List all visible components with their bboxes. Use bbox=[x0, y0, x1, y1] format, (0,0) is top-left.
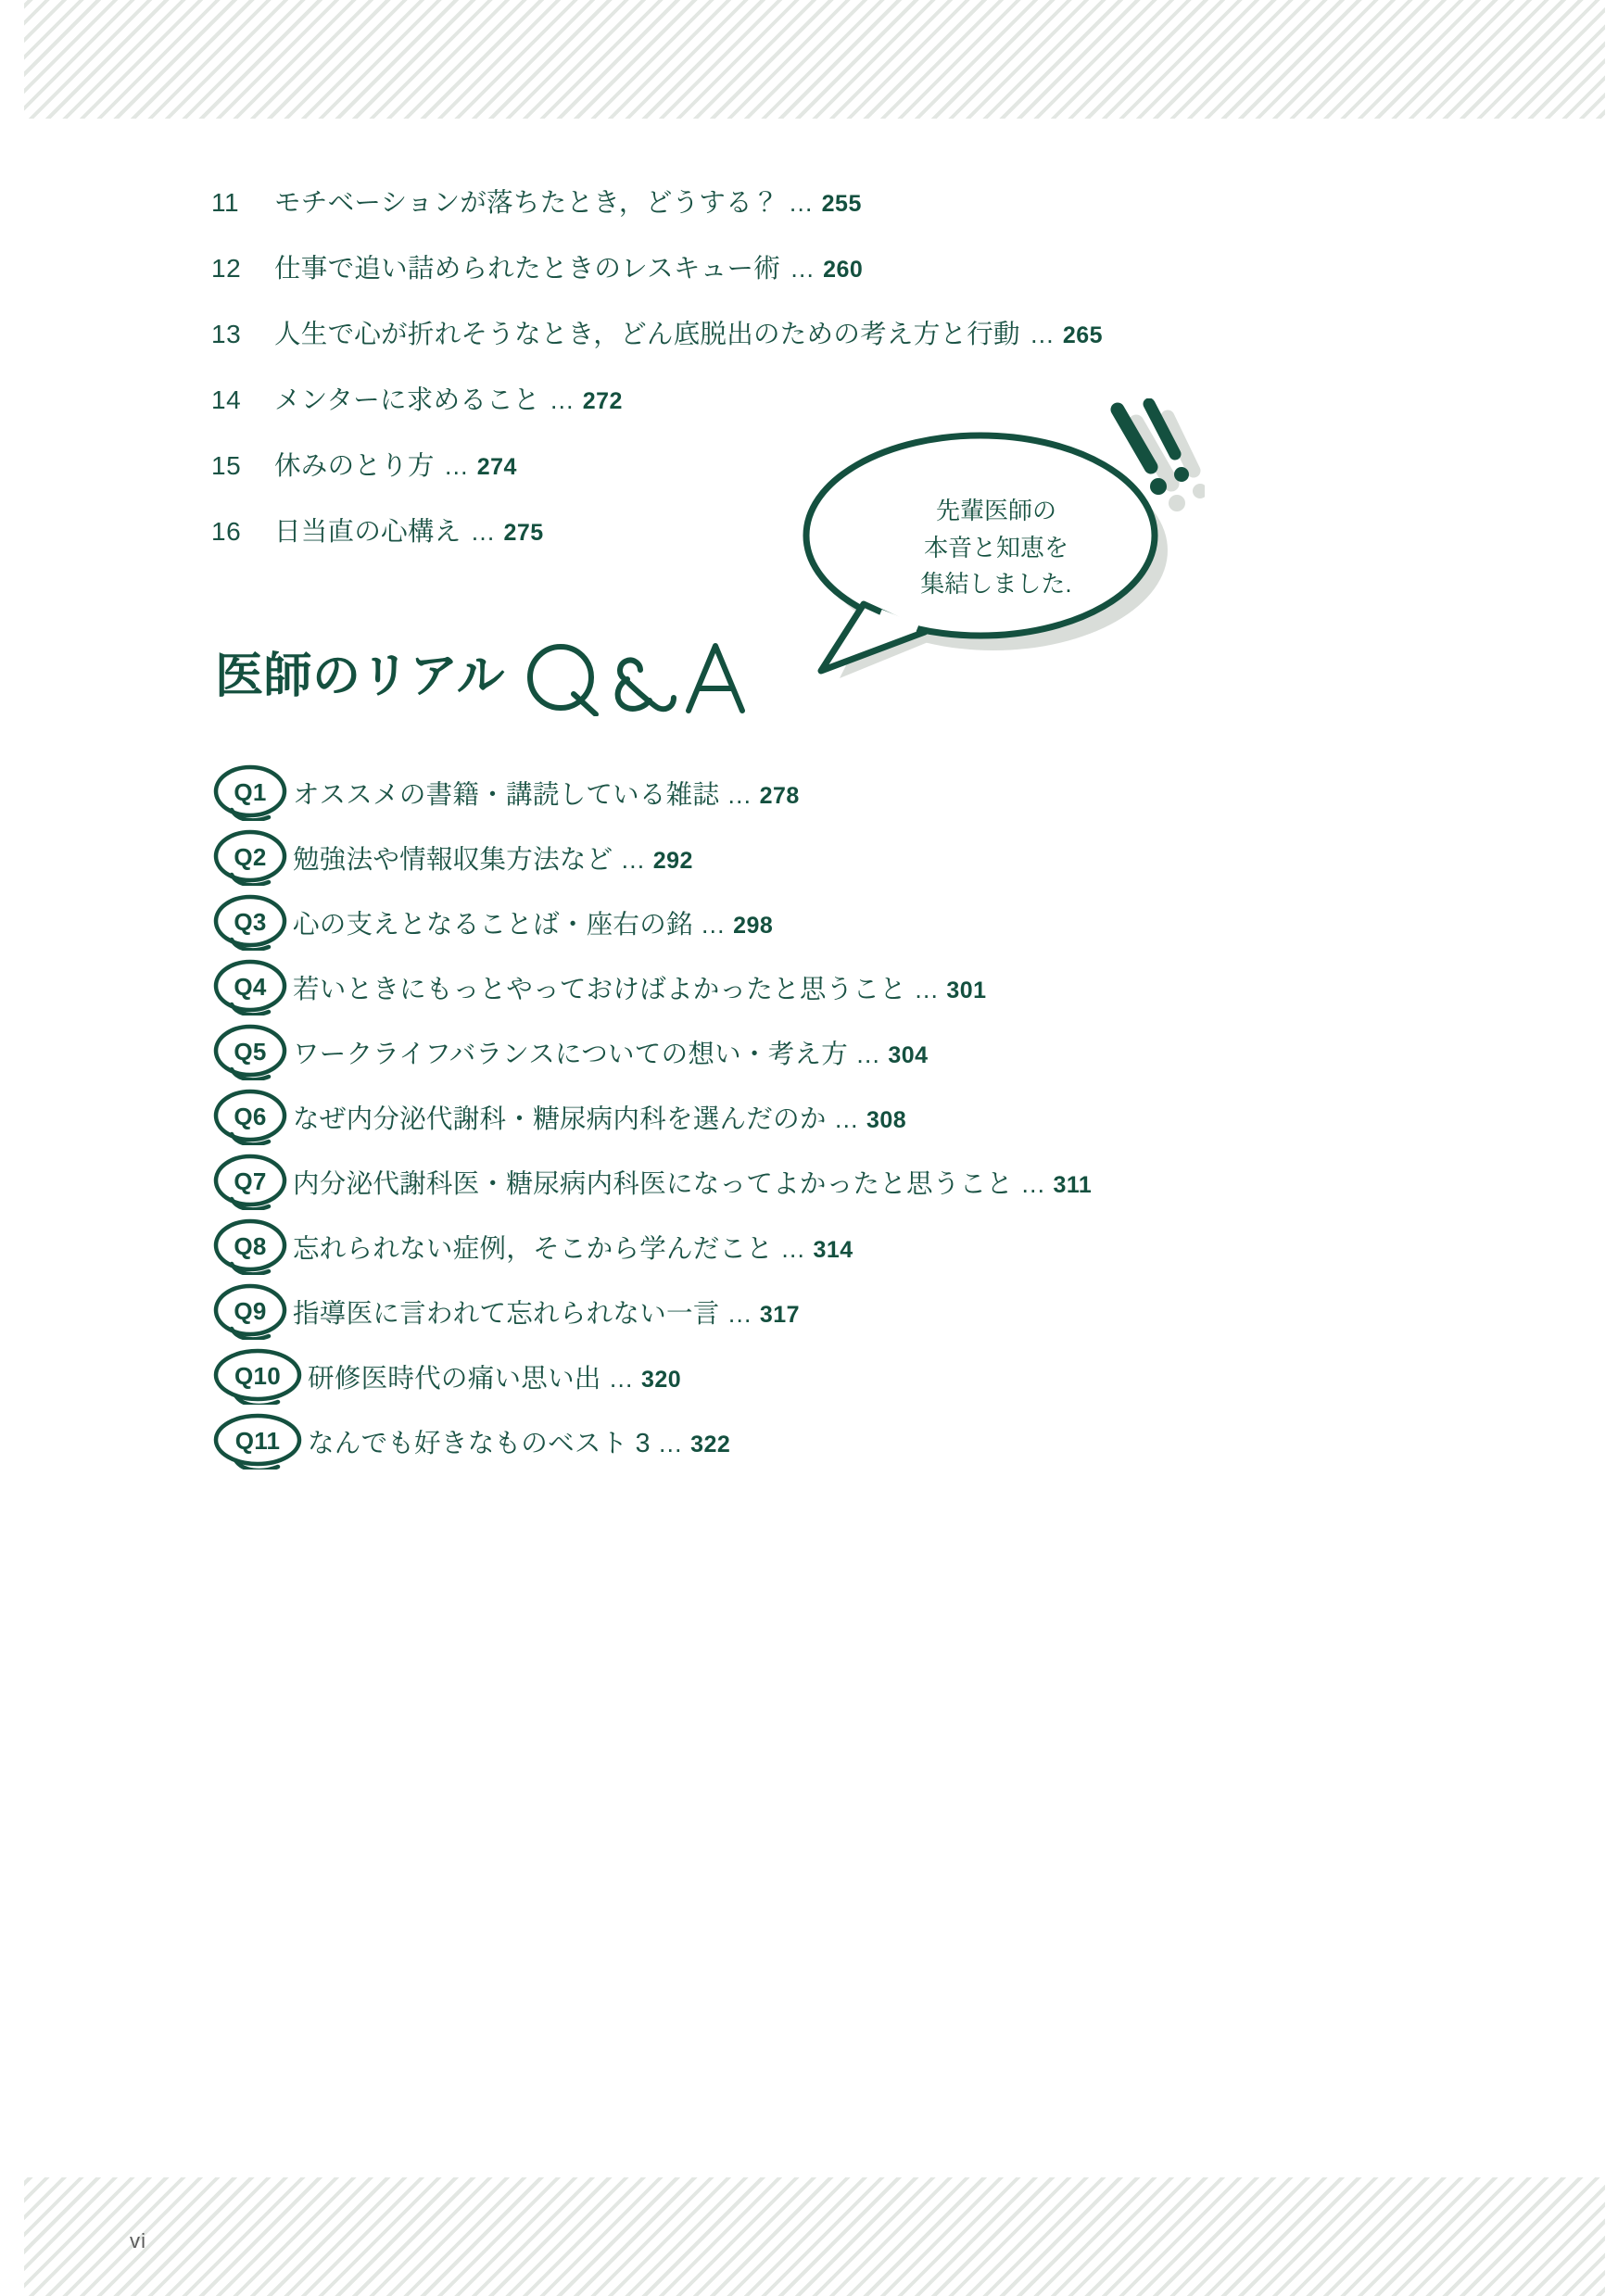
balloon-line-1: 先輩医師の bbox=[935, 497, 1056, 524]
toc-row[interactable] bbox=[211, 313, 1360, 351]
qa-badge bbox=[211, 1153, 289, 1210]
qa-page-number: 314 bbox=[813, 1236, 853, 1263]
qa-title: オススメの書籍・講読している雑誌 bbox=[293, 779, 720, 810]
qa-title: 若いときにもっとやっておけばよかったと思うこと bbox=[293, 974, 907, 1004]
leader-dots: … bbox=[727, 780, 752, 809]
chapter-page-number: 265 bbox=[1062, 322, 1104, 348]
qa-entry bbox=[293, 1228, 853, 1266]
leader-dots: … bbox=[727, 1299, 752, 1328]
leader-dots: … bbox=[700, 910, 727, 939]
qa-badge bbox=[211, 828, 289, 886]
chapter-title: 日当直の心構え bbox=[274, 517, 461, 547]
qa-row[interactable] bbox=[211, 954, 1416, 1019]
chapter-title: 人生で心が折れそうなとき，どん底脱出のための考え方と行動 bbox=[274, 320, 1020, 349]
chapter-number: 15 bbox=[211, 451, 242, 480]
qa-entry bbox=[293, 1293, 800, 1331]
qa-badge bbox=[211, 1217, 289, 1275]
qa-badge-label: Q3 bbox=[234, 907, 267, 936]
qa-entry bbox=[293, 968, 987, 1006]
chapter-title: モチベーションが落ちたとき，どうする？ bbox=[274, 188, 779, 218]
qa-badge bbox=[211, 1088, 289, 1145]
toc-row[interactable] bbox=[211, 247, 1360, 285]
leader-dots: … bbox=[788, 189, 814, 217]
qa-entry bbox=[293, 1163, 1092, 1201]
qa-row[interactable] bbox=[211, 1344, 1416, 1408]
qa-title: 指導医に言われて忘れられない一言 bbox=[293, 1298, 720, 1329]
qa-badge bbox=[211, 1023, 289, 1080]
leader-dots: … bbox=[1029, 321, 1055, 348]
qa-title: 心の支えとなることば・座右の銘 bbox=[293, 909, 693, 940]
qa-row[interactable] bbox=[211, 1019, 1416, 1084]
balloon-line-2: 本音と知恵を bbox=[923, 533, 1068, 561]
leader-dots: … bbox=[470, 518, 496, 546]
chapter-number: 12 bbox=[211, 254, 242, 283]
qa-row[interactable] bbox=[211, 1214, 1416, 1279]
qa-badge-label: Q1 bbox=[234, 777, 267, 806]
qa-badge-label: Q4 bbox=[234, 972, 267, 1001]
leader-dots: … bbox=[914, 975, 940, 1003]
leader-dots: … bbox=[780, 1234, 806, 1263]
qa-title: 研修医時代の痛い思い出 bbox=[308, 1363, 601, 1394]
chapter-page-number: 255 bbox=[821, 191, 862, 217]
qa-entry bbox=[293, 1033, 929, 1071]
qa-row[interactable] bbox=[211, 1279, 1416, 1344]
chapter-number: 11 bbox=[211, 188, 240, 217]
qa-title: 勉強法や情報収集方法など bbox=[293, 844, 613, 875]
qa-badge-label: Q5 bbox=[234, 1037, 267, 1066]
chapter-page-number: 274 bbox=[476, 454, 517, 480]
leader-dots: … bbox=[608, 1364, 634, 1393]
leader-dots: … bbox=[1020, 1169, 1046, 1198]
qa-entry bbox=[293, 903, 773, 941]
qa-title: なんでも好きなものベスト 3 bbox=[308, 1428, 651, 1458]
chapter-page-number: 260 bbox=[823, 257, 864, 283]
qa-badge bbox=[211, 763, 289, 821]
qa-title: 忘れられない症例，そこから学んだこと bbox=[293, 1233, 774, 1264]
qa-list bbox=[211, 760, 1416, 1473]
chapter-number: 14 bbox=[211, 385, 242, 414]
toc-row[interactable] bbox=[211, 182, 1360, 220]
qa-badge bbox=[211, 1347, 304, 1405]
qa-page-number: 304 bbox=[888, 1041, 929, 1068]
qa-page-number: 311 bbox=[1053, 1171, 1093, 1198]
chapter-title: 仕事で追い詰められたときのレスキュー術 bbox=[274, 254, 781, 284]
qa-page-number: 298 bbox=[733, 912, 774, 939]
section-heading bbox=[215, 639, 752, 713]
leader-dots: … bbox=[620, 845, 646, 874]
qa-entry bbox=[293, 1098, 906, 1136]
qa-badge-label: Q7 bbox=[234, 1167, 267, 1195]
chapter-number: 16 bbox=[211, 517, 242, 546]
qa-page-number: 320 bbox=[640, 1366, 682, 1393]
page-folio: vi bbox=[130, 2229, 147, 2252]
qa-badge-label: Q11 bbox=[234, 1426, 281, 1455]
qa-page-number: 322 bbox=[690, 1431, 731, 1457]
leader-dots: … bbox=[833, 1104, 859, 1133]
qa-badge-label: Q8 bbox=[234, 1231, 267, 1260]
chapter-title: メンターに求めること bbox=[274, 385, 540, 415]
qa-badge-label: Q6 bbox=[234, 1102, 267, 1130]
leader-dots: … bbox=[657, 1429, 684, 1457]
leader-dots: … bbox=[549, 386, 575, 414]
qa-page-number: 292 bbox=[652, 847, 693, 874]
qa-entry bbox=[293, 839, 693, 877]
balloon-line-3: 集結しました. bbox=[920, 570, 1072, 599]
qa-badge bbox=[211, 1282, 289, 1340]
qa-badge bbox=[211, 1412, 304, 1470]
qa-row[interactable] bbox=[211, 1084, 1416, 1149]
section-heading-text: 医師のリアル bbox=[215, 650, 506, 703]
qa-entry bbox=[293, 774, 800, 812]
qa-badge bbox=[211, 958, 289, 1016]
qa-entry bbox=[308, 1357, 681, 1395]
qa-badge-label: Q10 bbox=[234, 1361, 281, 1390]
qa-page-number: 308 bbox=[866, 1106, 907, 1133]
qa-badge-label: Q9 bbox=[234, 1296, 267, 1325]
leader-dots: … bbox=[855, 1040, 881, 1068]
qa-badge bbox=[211, 893, 289, 951]
leader-dots: … bbox=[443, 452, 469, 480]
qa-title: ワークライフバランスについての想い・考え方 bbox=[293, 1039, 849, 1069]
qa-title: なぜ内分泌代謝科・糖尿病内科を選んだのか bbox=[293, 1104, 827, 1134]
qa-row[interactable] bbox=[211, 1408, 1416, 1473]
qa-badge-label: Q2 bbox=[234, 842, 267, 871]
qa-entry bbox=[308, 1422, 730, 1460]
chapter-title: 休みのとり方 bbox=[274, 451, 435, 481]
qa-page-number: 317 bbox=[759, 1301, 801, 1328]
qa-row[interactable] bbox=[211, 1149, 1416, 1214]
qa-row[interactable] bbox=[211, 825, 1416, 889]
qa-logo-icon bbox=[520, 637, 752, 716]
qa-row[interactable] bbox=[211, 889, 1416, 954]
speech-balloon bbox=[778, 398, 1205, 704]
qa-page-number: 301 bbox=[946, 977, 987, 1003]
balloon-text bbox=[880, 493, 1112, 603]
qa-row[interactable] bbox=[211, 760, 1416, 825]
qa-title: 内分泌代謝科医・糖尿病内科医になってよかったと思うこと bbox=[293, 1168, 1014, 1199]
chapter-page-number: 272 bbox=[582, 388, 623, 414]
qa-page-number: 278 bbox=[759, 782, 800, 809]
chapter-page-number: 275 bbox=[503, 520, 544, 546]
leader-dots: … bbox=[790, 255, 815, 283]
chapter-number: 13 bbox=[211, 320, 242, 348]
